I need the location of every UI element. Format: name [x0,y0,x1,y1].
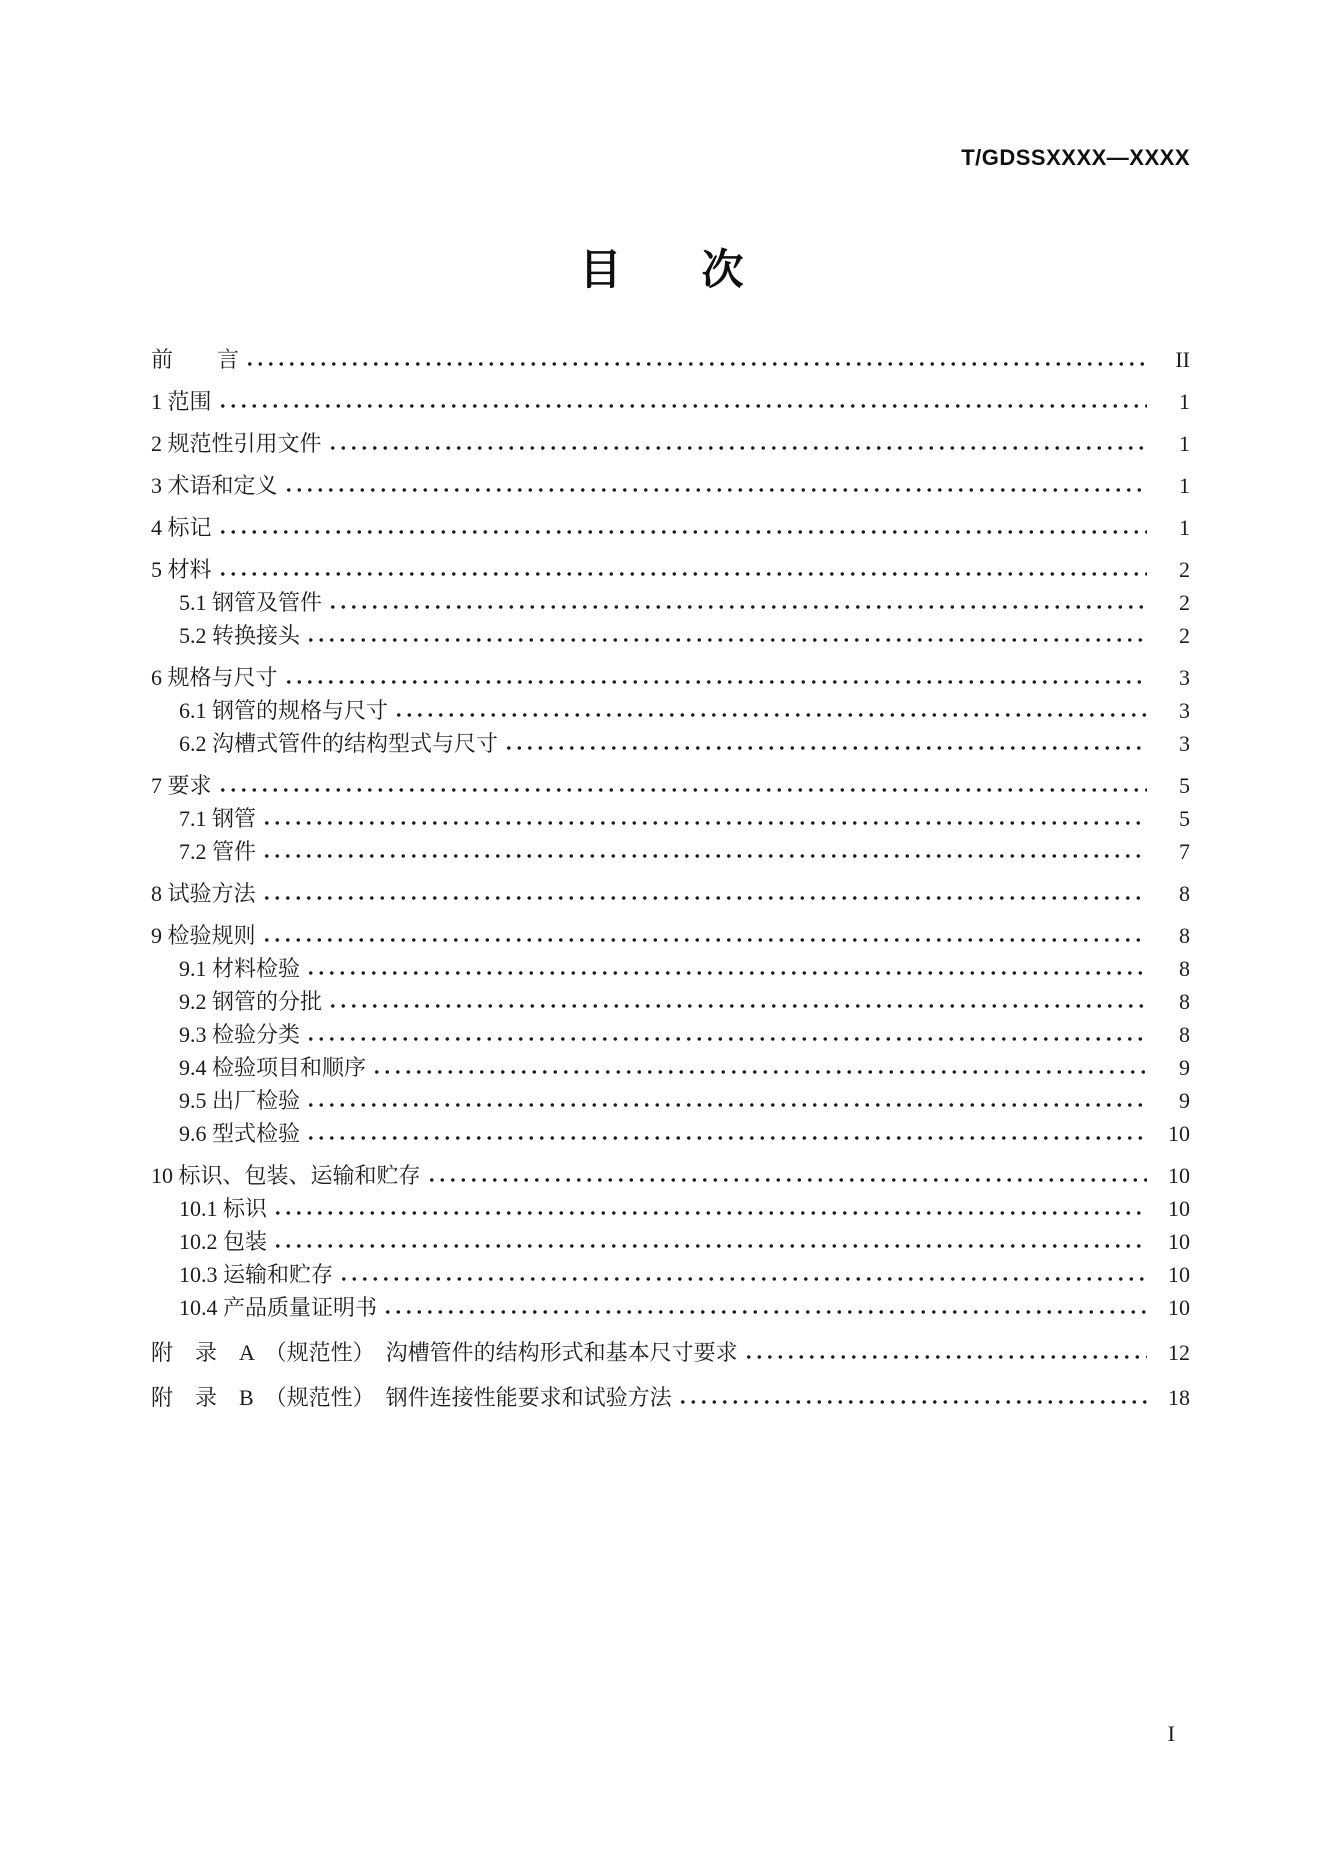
dot-leader [265,895,1147,901]
toc-entry-label[interactable]: 1 范围 [151,389,212,414]
toc-entry-label[interactable]: 5.1 钢管及管件 [179,590,323,615]
dot-leader [265,820,1147,826]
toc-entry-label[interactable]: 9.6 型式检验 [179,1121,301,1146]
toc-entry-label[interactable]: 7 要求 [151,773,212,798]
toc-entry-page-number: 8 [1179,989,1190,1014]
toc-entry-page-number: 10 [1168,1163,1190,1188]
toc-entry-label[interactable]: 7.2 管件 [179,839,257,864]
toc-entry[interactable] [151,1386,1190,1410]
toc-entry-label[interactable]: 附 录 B （规范性） 钢件连接性能要求和试验方法 [151,1385,672,1410]
toc-entry-page-number: 1 [1179,431,1190,456]
toc-entry[interactable] [179,1122,1190,1146]
dot-leader [747,1354,1147,1360]
toc-entry-label[interactable]: 9.1 材料检验 [179,956,301,981]
dot-leader [265,937,1147,943]
toc-entry[interactable] [179,732,1190,756]
toc-entry-page-number: 7 [1179,839,1190,864]
dot-leader [309,970,1147,976]
dot-leader [386,1309,1147,1315]
toc-entry-page-number: 2 [1179,623,1190,648]
toc-entry-label[interactable]: 9.2 钢管的分批 [179,989,323,1014]
dot-leader [287,679,1147,685]
toc-entry[interactable] [151,882,1190,906]
toc-entry[interactable] [151,474,1190,498]
toc-entry[interactable] [179,1263,1190,1287]
toc-entry[interactable] [151,348,1190,372]
toc-entry[interactable] [151,432,1190,456]
toc-entry-label[interactable]: 9.4 检验项目和顺序 [179,1055,367,1080]
toc-entry[interactable] [179,1230,1190,1254]
toc-entry-label[interactable]: 7.1 钢管 [179,806,257,831]
dot-leader [221,403,1147,409]
dot-leader [221,529,1147,535]
toc-entry-page-number: 10 [1168,1121,1190,1146]
toc-entry[interactable] [179,807,1190,831]
toc-entry-label[interactable]: 6.1 钢管的规格与尺寸 [179,698,389,723]
toc-entry-label[interactable]: 9.3 检验分类 [179,1022,301,1047]
toc-entry[interactable] [179,1056,1190,1080]
toc-entry-page-number: 1 [1179,389,1190,414]
toc-entry-page-number: 1 [1179,515,1190,540]
toc-entry-page-number: 5 [1179,773,1190,798]
page-title-char-1: 目 [579,248,622,294]
toc-entry-label[interactable]: 10.1 标识 [179,1196,268,1221]
dot-leader [265,853,1147,859]
toc-entry-page-number: II [1175,347,1190,372]
toc-entry[interactable] [179,957,1190,981]
toc-entry-label[interactable]: 2 规范性引用文件 [151,431,322,456]
toc-entry-label[interactable]: 前 言 [151,347,240,372]
toc-entry[interactable] [179,699,1190,723]
toc-entry-page-number: 8 [1179,956,1190,981]
dot-leader [309,1135,1147,1141]
toc-entry-label[interactable]: 9.5 出厂检验 [179,1088,301,1113]
toc-entry-page-number: 10 [1168,1229,1190,1254]
dot-leader [681,1399,1147,1405]
toc-entry-label[interactable]: 10.4 产品质量证明书 [179,1295,378,1320]
dot-leader [287,487,1147,493]
toc-entry-label[interactable]: 附 录 A （规范性） 沟槽管件的结构形式和基本尺寸要求 [151,1340,738,1365]
toc-entry[interactable] [179,1089,1190,1113]
toc-entry-page-number: 1 [1179,473,1190,498]
toc-entry-page-number: 2 [1179,557,1190,582]
toc-entry-page-number: 3 [1179,698,1190,723]
toc-entry[interactable] [151,666,1190,690]
dot-leader [276,1243,1147,1249]
dot-leader [276,1210,1147,1216]
toc-entry[interactable] [151,390,1190,414]
toc-entry-label[interactable]: 10.2 包装 [179,1229,268,1254]
toc-entry-label[interactable]: 5.2 转换接头 [179,623,301,648]
toc-entry[interactable] [179,591,1190,615]
toc-entry-label[interactable]: 10.3 运输和贮存 [179,1262,334,1287]
toc-entry-label[interactable]: 9 检验规则 [151,923,256,948]
toc-entry-page-number: 10 [1168,1262,1190,1287]
toc-entry[interactable] [151,1341,1190,1365]
toc-entry[interactable] [151,558,1190,582]
toc-entry-page-number: 5 [1179,806,1190,831]
toc-entry-page-number: 3 [1179,665,1190,690]
toc-entry-label[interactable]: 8 试验方法 [151,881,256,906]
dot-leader [248,361,1147,367]
toc-entry-label[interactable]: 3 术语和定义 [151,473,278,498]
dot-leader [375,1069,1147,1075]
toc-entry-label[interactable]: 6.2 沟槽式管件的结构型式与尺寸 [179,731,499,756]
dot-leader [331,445,1147,451]
toc-entry-page-number: 9 [1179,1055,1190,1080]
dot-leader [221,787,1147,793]
dot-leader [331,1003,1147,1009]
toc-entry-page-number: 10 [1168,1196,1190,1221]
dot-leader [507,745,1147,751]
dot-leader [430,1177,1147,1183]
page-header [0,0,1323,170]
toc-entry-page-number: 2 [1179,590,1190,615]
footer-page-number: I [1167,1721,1175,1746]
dot-leader [342,1276,1147,1282]
toc-entry-page-number: 8 [1179,881,1190,906]
toc-entry-page-number: 3 [1179,731,1190,756]
page-title [0,248,1323,294]
dot-leader [331,604,1147,610]
dot-leader [309,1036,1147,1042]
dot-leader [309,1102,1147,1108]
dot-leader [309,637,1147,643]
standard-code: T/GDSSXXXX—XXXX [961,145,1190,170]
toc-entry[interactable] [151,1164,1190,1188]
toc-entry[interactable] [179,1197,1190,1221]
toc-entry-label[interactable]: 6 规格与尺寸 [151,665,278,690]
toc-entry[interactable] [179,990,1190,1014]
toc-entry-label[interactable]: 5 材料 [151,557,212,582]
toc-entry-page-number: 12 [1168,1340,1190,1365]
toc-entry-label[interactable]: 4 标记 [151,515,212,540]
dot-leader [397,712,1147,718]
toc-entry-page-number: 8 [1179,923,1190,948]
toc-entry[interactable] [151,774,1190,798]
toc-entry-page-number: 18 [1168,1385,1190,1410]
toc-entry[interactable] [151,516,1190,540]
toc-entry-page-number: 9 [1179,1088,1190,1113]
toc-entry[interactable] [179,1023,1190,1047]
dot-leader [221,571,1147,577]
toc-entry[interactable] [179,624,1190,648]
toc-entry[interactable] [151,924,1190,948]
page-title-char-2: 次 [701,248,744,294]
toc-entry-label[interactable]: 10 标识、包装、运输和贮存 [151,1163,421,1188]
toc-entry[interactable] [179,1296,1190,1320]
toc-entry[interactable] [179,840,1190,864]
toc-entry-page-number: 8 [1179,1022,1190,1047]
toc-entry-page-number: 10 [1168,1295,1190,1320]
table-of-contents [0,348,1323,1410]
